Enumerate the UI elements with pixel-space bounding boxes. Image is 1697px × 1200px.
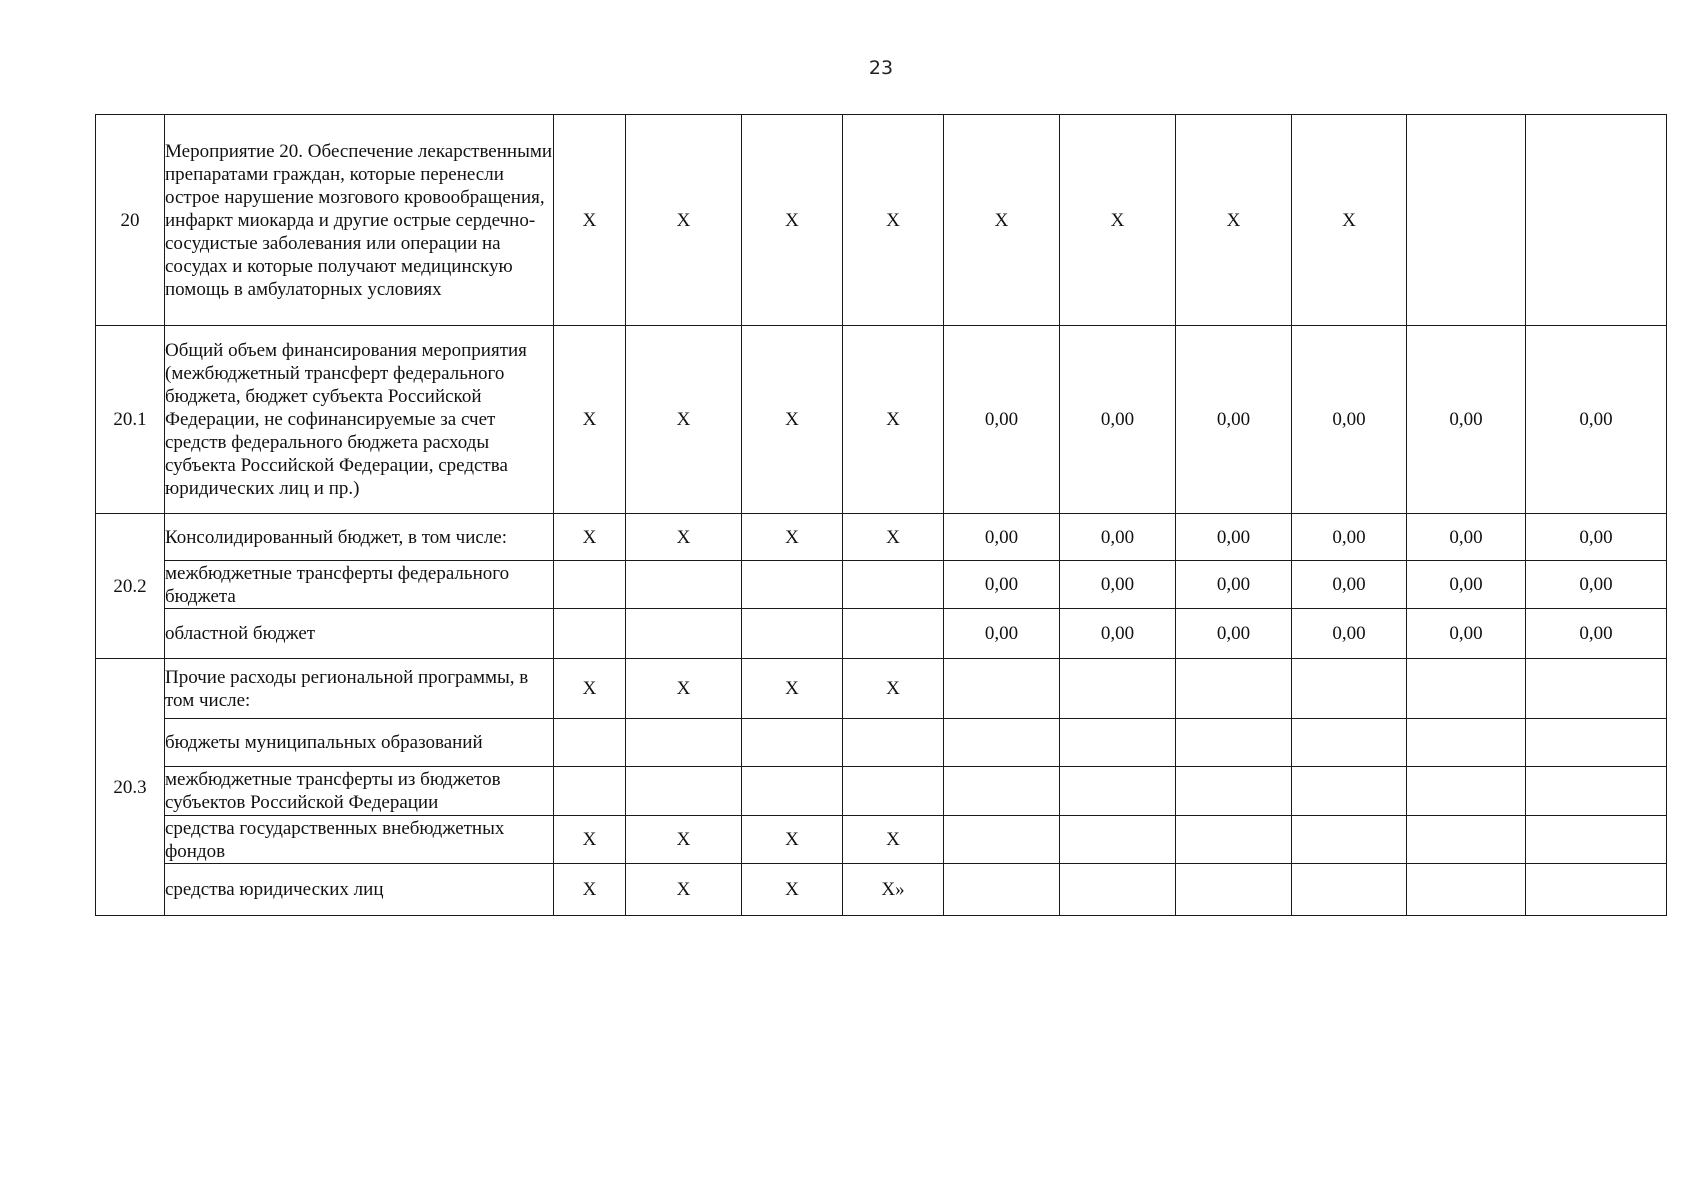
- value-cell: [554, 561, 626, 609]
- row-description: Мероприятие 20. Обеспечение лекарственными препаратами граждан, которые перенесли острое нарушение мозгового кровообращения, инфаркт миокарда и другие острые сердечно-сосудистые заболевания или операции на сосудах и которые получают медицинскую помощь в амбулаторных условиях: [165, 115, 554, 326]
- value-cell: 0,00: [1292, 326, 1407, 514]
- value-cell: [1407, 719, 1526, 767]
- row-description: средства юридических лиц: [165, 864, 554, 916]
- value-cell: 0,00: [1060, 561, 1176, 609]
- value-cell: X: [843, 659, 944, 719]
- value-cell: 0,00: [1060, 326, 1176, 514]
- value-cell: X: [742, 514, 843, 561]
- value-cell: [1060, 659, 1176, 719]
- value-cell: X: [626, 514, 742, 561]
- value-cell: 0,00: [1060, 609, 1176, 659]
- value-cell: X: [554, 326, 626, 514]
- value-cell: X: [554, 115, 626, 326]
- value-cell: X: [554, 514, 626, 561]
- value-cell: [843, 767, 944, 816]
- page-number: 23: [868, 57, 894, 79]
- value-cell: 0,00: [1176, 514, 1292, 561]
- value-cell: X: [742, 326, 843, 514]
- row-description: областной бюджет: [165, 609, 554, 659]
- value-cell: [843, 609, 944, 659]
- value-cell: 0,00: [1176, 561, 1292, 609]
- value-cell: X: [554, 816, 626, 864]
- value-cell: [1176, 659, 1292, 719]
- row-number: 20.3: [96, 659, 165, 916]
- value-cell: 0,00: [1176, 609, 1292, 659]
- value-cell: X: [1292, 115, 1407, 326]
- row-description: межбюджетные трансферты из бюджетов субъектов Российской Федерации: [165, 767, 554, 816]
- value-cell: 0,00: [1176, 326, 1292, 514]
- table-row: [96, 767, 1667, 816]
- value-cell: [1407, 864, 1526, 916]
- value-cell: [1060, 719, 1176, 767]
- value-cell: [1292, 659, 1407, 719]
- row-description: Консолидированный бюджет, в том числе:: [165, 514, 554, 561]
- value-cell: [944, 719, 1060, 767]
- value-cell: 0,00: [1407, 561, 1526, 609]
- value-cell: [1176, 719, 1292, 767]
- value-cell: 0,00: [944, 514, 1060, 561]
- value-cell: [1526, 719, 1667, 767]
- row-description: бюджеты муниципальных образований: [165, 719, 554, 767]
- row-number: 20.1: [96, 326, 165, 514]
- value-cell: [944, 864, 1060, 916]
- value-cell: [1526, 659, 1667, 719]
- value-cell: [1526, 864, 1667, 916]
- value-cell: X: [554, 864, 626, 916]
- value-cell: [843, 719, 944, 767]
- row-number: 20: [96, 115, 165, 326]
- value-cell: [1060, 864, 1176, 916]
- value-cell: [944, 659, 1060, 719]
- value-cell: [1526, 115, 1667, 326]
- table-row: [96, 609, 1667, 659]
- table-row: [96, 719, 1667, 767]
- value-cell: 0,00: [1292, 514, 1407, 561]
- value-cell: X: [1060, 115, 1176, 326]
- row-description: средства государственных внебюджетных фондов: [165, 816, 554, 864]
- value-cell: [1407, 659, 1526, 719]
- value-cell: X: [944, 115, 1060, 326]
- value-cell: X: [626, 659, 742, 719]
- value-cell: [944, 816, 1060, 864]
- table-row: [96, 514, 1667, 561]
- row-number: 20.2: [96, 514, 165, 659]
- value-cell: [1176, 816, 1292, 864]
- value-cell: [742, 609, 843, 659]
- value-cell: X: [742, 816, 843, 864]
- table-row: [96, 115, 1667, 326]
- value-cell: 0,00: [1292, 561, 1407, 609]
- value-cell: [742, 767, 843, 816]
- value-cell: X: [843, 514, 944, 561]
- value-cell: [1407, 767, 1526, 816]
- value-cell: X: [843, 115, 944, 326]
- value-cell: 0,00: [1526, 561, 1667, 609]
- value-cell: 0,00: [944, 326, 1060, 514]
- value-cell: [1292, 767, 1407, 816]
- value-cell: [1407, 115, 1526, 326]
- row-description: Прочие расходы региональной программы, в том числе:: [165, 659, 554, 719]
- value-cell: X: [1176, 115, 1292, 326]
- value-cell: [1407, 816, 1526, 864]
- value-cell: 0,00: [944, 609, 1060, 659]
- table-row: [96, 864, 1667, 916]
- value-cell: [626, 719, 742, 767]
- value-cell: X: [843, 326, 944, 514]
- value-cell: [944, 767, 1060, 816]
- value-cell: [1176, 767, 1292, 816]
- value-cell: X: [742, 659, 843, 719]
- value-cell: [1060, 767, 1176, 816]
- table-row: [96, 816, 1667, 864]
- value-cell: X»: [843, 864, 944, 916]
- value-cell: [626, 609, 742, 659]
- value-cell: [626, 767, 742, 816]
- value-cell: 0,00: [944, 561, 1060, 609]
- value-cell: X: [554, 659, 626, 719]
- value-cell: [1526, 816, 1667, 864]
- value-cell: [1526, 767, 1667, 816]
- value-cell: 0,00: [1526, 609, 1667, 659]
- value-cell: [1292, 864, 1407, 916]
- value-cell: X: [626, 115, 742, 326]
- table-row: [96, 326, 1667, 514]
- value-cell: X: [742, 115, 843, 326]
- value-cell: 0,00: [1292, 609, 1407, 659]
- value-cell: X: [626, 326, 742, 514]
- row-description: межбюджетные трансферты федерального бюджета: [165, 561, 554, 609]
- value-cell: 0,00: [1407, 514, 1526, 561]
- budget-table: [95, 114, 1667, 916]
- value-cell: [742, 719, 843, 767]
- value-cell: [554, 609, 626, 659]
- value-cell: [1060, 816, 1176, 864]
- value-cell: [554, 719, 626, 767]
- value-cell: X: [626, 864, 742, 916]
- value-cell: X: [742, 864, 843, 916]
- value-cell: 0,00: [1407, 326, 1526, 514]
- value-cell: 0,00: [1526, 514, 1667, 561]
- value-cell: [742, 561, 843, 609]
- value-cell: [1292, 816, 1407, 864]
- value-cell: X: [626, 816, 742, 864]
- value-cell: 0,00: [1407, 609, 1526, 659]
- value-cell: [843, 561, 944, 609]
- value-cell: 0,00: [1060, 514, 1176, 561]
- value-cell: [554, 767, 626, 816]
- table-row: [96, 561, 1667, 609]
- value-cell: [1176, 864, 1292, 916]
- table-row: [96, 659, 1667, 719]
- value-cell: [1292, 719, 1407, 767]
- value-cell: [626, 561, 742, 609]
- value-cell: X: [843, 816, 944, 864]
- value-cell: 0,00: [1526, 326, 1667, 514]
- row-description: Общий объем финансирования мероприятия (межбюджетный трансферт федерального бюджета, бюджет субъекта Российской Федерации, не софинансируемые за счет средств федерального бюджета расходы субъекта Российской Федерации, средства юридических лиц и пр.): [165, 326, 554, 514]
